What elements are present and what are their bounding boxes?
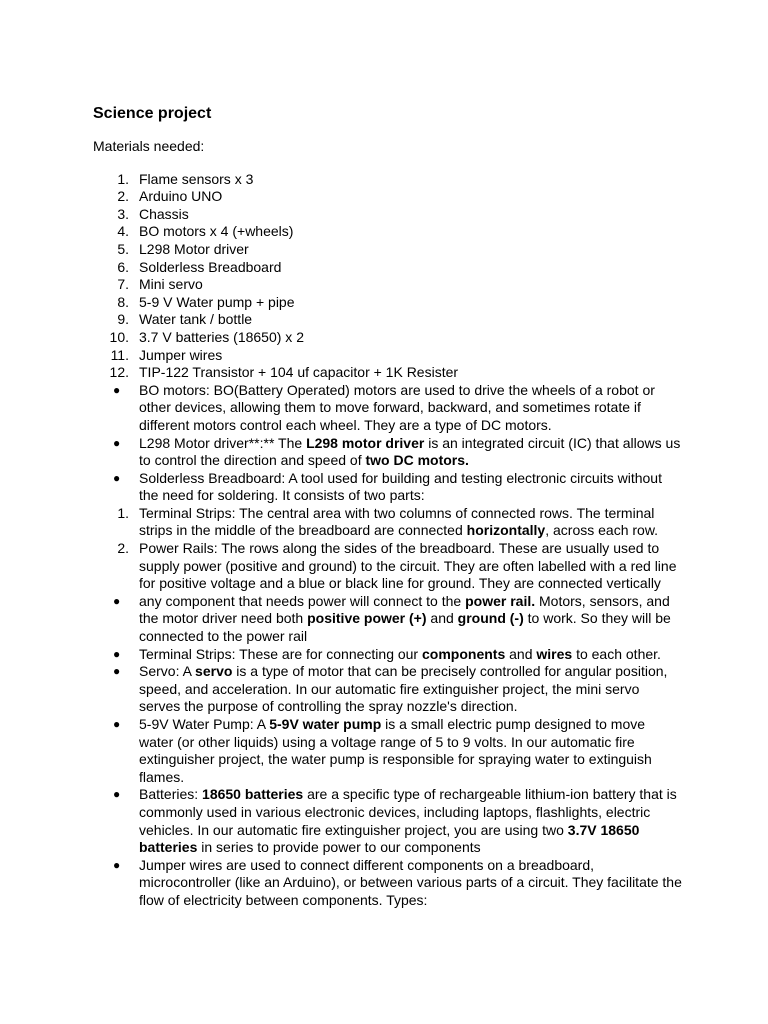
bullet-text <box>139 646 661 662</box>
bullet-icon: ● <box>113 664 121 679</box>
list-item-text: TIP-122 Transistor + 104 uf capacitor + 1K Resister <box>139 364 459 381</box>
text-run: Terminal Strips: The central area with two columns of connected rows. The terminal strips in the middle of the breadboard are connected <box>139 504 655 539</box>
list-item <box>93 276 683 294</box>
text-run: are a specific type of rechargeable lithium-ion battery that is commonly used in various electronic devices, including laptops, flashlights, electric vehicles. In our automatic fire extinguisher project, you are using two <box>139 786 677 838</box>
bullet-icon: ● <box>113 470 121 485</box>
list-number: 10. <box>109 328 129 345</box>
bullet-water-pump <box>93 716 683 786</box>
text-run: and <box>505 645 537 662</box>
bold-text: components <box>422 645 506 662</box>
bullet-text <box>139 786 677 855</box>
bold-text: two DC motors. <box>365 452 469 469</box>
list-item <box>93 223 683 241</box>
list-number: 4. <box>117 223 129 240</box>
text-run: 5-9V Water Pump: A <box>139 716 270 732</box>
list-item-text: Arduino UNO <box>139 188 223 205</box>
text-run: in series to provide power to our components <box>197 839 481 856</box>
text-run: Servo: A <box>139 663 196 680</box>
bullet-jumper-wires <box>93 857 683 910</box>
item-terminal-strips <box>93 505 683 540</box>
text-run: Terminal Strips: These are for connecting our <box>139 645 422 662</box>
list-item-text: Water tank / bottle <box>139 311 253 328</box>
list-item-text: Jumper wires <box>139 346 223 363</box>
bullet-power-note <box>93 593 683 646</box>
list-number: 3. <box>117 205 129 222</box>
bullet-icon: ● <box>113 435 121 450</box>
bullet-icon: ● <box>113 382 121 397</box>
bullet-icon: ● <box>113 787 121 802</box>
bold-text: positive power (+) <box>307 610 427 627</box>
text-run: is a type of motor that can be precisely controlled for angular position, speed, and acceleration. In our automatic fire extinguisher project, the mini servo serves the purpose of controlling the spray nozzle's direction. <box>139 663 668 715</box>
bold-text: wires <box>536 645 573 662</box>
bullet-text <box>139 716 652 785</box>
list-number: 1. <box>117 504 129 521</box>
bullet-servo <box>93 663 683 716</box>
notes-list <box>93 382 683 910</box>
list-item-text: L298 Motor driver <box>139 240 249 257</box>
materials-heading: Materials needed: <box>93 138 205 154</box>
list-number: 8. <box>117 293 129 310</box>
list-number: 5. <box>117 240 129 257</box>
bullet-text: Solderless Breadboard: A tool used for building and testing electronic circuits without the need for soldering. It consists of two parts: <box>139 469 662 504</box>
bold-text: 5-9V water pump <box>269 716 382 732</box>
list-number: 2. <box>117 188 129 205</box>
bold-text: 3.7V 18650 batteries <box>139 821 640 856</box>
list-item-text: Chassis <box>139 205 189 222</box>
list-item-text: 3.7 V batteries (18650) x 2 <box>139 328 304 345</box>
list-item-text: 5-9 V Water pump + pipe <box>139 293 295 310</box>
list-number: 12. <box>109 364 129 381</box>
list-item-text: BO motors x 4 (+wheels) <box>139 223 294 240</box>
text-run: is an integrated circuit (IC) that allows us to control the direction and speed of <box>139 434 681 469</box>
materials-list <box>93 171 683 382</box>
bullet-icon: ● <box>113 717 121 731</box>
text-run: and <box>426 610 458 627</box>
list-item <box>93 206 683 224</box>
list-item <box>93 188 683 206</box>
text-run: , across each row. <box>545 522 659 539</box>
list-item <box>93 259 683 277</box>
list-item <box>93 329 683 347</box>
bold-text: 18650 batteries <box>202 786 304 803</box>
list-number: 9. <box>117 311 129 328</box>
text-run: L298 Motor driver**:** The <box>139 434 307 451</box>
bullet-text: Jumper wires are used to connect different components on a breadboard, microcontroller (like an Arduino), or between various parts of a circuit. They facilitate the flow of electricity between components. Types: <box>139 856 682 908</box>
bullet-text <box>139 435 680 469</box>
item-text: Power Rails: The rows along the sides of the breadboard. These are usually used to supply power (positive and ground) to the circuit. They are often labelled with a red line for positive voltage and a blue or black line for ground. They are connected vertically <box>139 540 677 592</box>
bullet-text <box>139 663 667 714</box>
bullet-batteries <box>93 786 683 856</box>
list-item-text: Flame sensors x 3 <box>139 170 254 187</box>
list-number: 2. <box>117 540 129 557</box>
bullet-text <box>139 593 671 644</box>
list-item <box>93 241 683 259</box>
list-item-text: Mini servo <box>139 276 203 293</box>
bold-text: L298 motor driver <box>306 434 425 451</box>
bullet-bo-motors <box>93 382 683 435</box>
list-item <box>93 171 683 189</box>
bullet-icon: ● <box>113 646 121 661</box>
text-run: Motors, sensors, and the motor driver need both <box>139 592 670 627</box>
list-item <box>93 364 683 382</box>
bullet-text: BO motors: BO(Battery Operated) motors are used to drive the wheels of a robot or other devices, allowing them to move forward, backward, and sometimes rotate if different motors control each wheel. They are a type of DC motors. <box>139 381 655 433</box>
text-run: any component that needs power will connect to the <box>139 592 466 609</box>
bold-text: servo <box>195 663 233 680</box>
list-item <box>93 347 683 365</box>
list-item <box>93 311 683 329</box>
text-run: Batteries: <box>139 786 203 803</box>
document-title: Science project <box>93 105 212 122</box>
bold-text: ground (-) <box>457 610 524 627</box>
document-page <box>93 103 683 910</box>
bold-text: power rail. <box>465 592 536 609</box>
item-text <box>139 505 658 539</box>
text-run: to work. So they will be connected to the power rail <box>139 610 671 645</box>
list-number: 7. <box>117 276 129 293</box>
list-item <box>93 294 683 312</box>
list-number: 6. <box>117 258 129 275</box>
bold-text: horizontally <box>466 522 546 539</box>
bullet-icon: ● <box>113 857 121 872</box>
list-number: 1. <box>117 170 129 187</box>
text-run: to each other. <box>572 645 661 662</box>
text-run: is a small electric pump designed to move water (or other liquids) using a voltage range of 5 to 9 volts. In our automatic fire extinguisher project, the water pump is responsible for spraying water to extinguish flames. <box>139 716 652 785</box>
bullet-terminal-note <box>93 646 683 664</box>
bullet-breadboard <box>93 470 683 505</box>
item-power-rails <box>93 540 683 593</box>
list-item-text: Solderless Breadboard <box>139 258 282 275</box>
bullet-icon: ● <box>113 593 121 608</box>
list-number: 11. <box>110 346 129 363</box>
bullet-l298-driver <box>93 435 683 470</box>
